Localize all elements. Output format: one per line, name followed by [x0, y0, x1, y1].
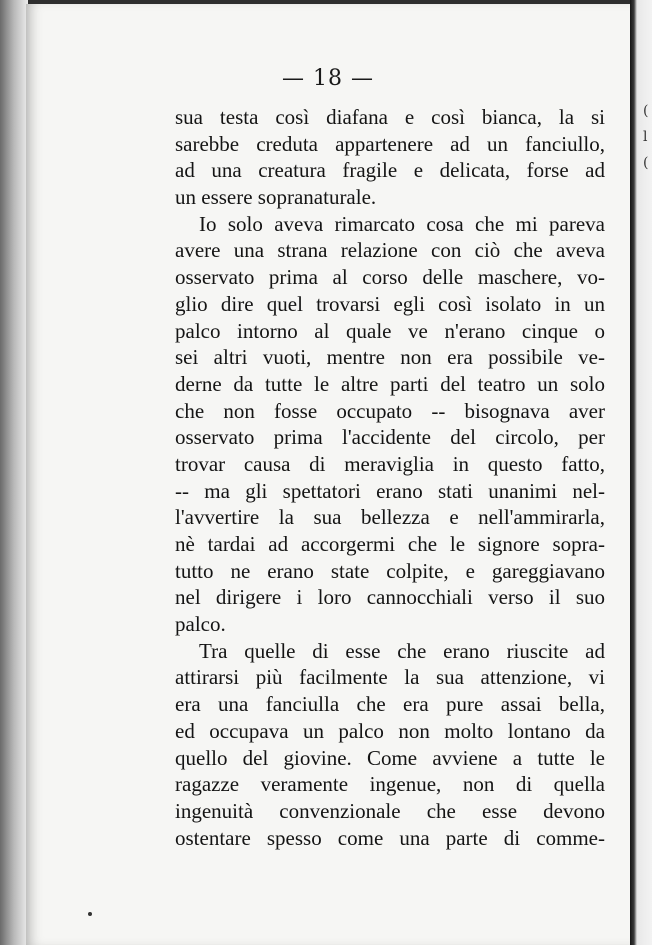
text-line: Io solo aveva rimarcato cosa che mi pareva [199, 211, 605, 236]
text-line: ostentare spesso come una parte di comme- [175, 825, 605, 850]
text-line: nè tardai ad accorgermi che le signore sopra- [175, 532, 605, 556]
text-line: sua testa così diafana e così bianca, la si [175, 105, 605, 129]
text-line: ragazze veramente ingenue, non di quella [175, 772, 605, 797]
text-line: ingenuità convenzionale che esse devono [175, 798, 605, 823]
book-spine-edge [0, 0, 28, 945]
page-number: — 18 — [282, 66, 374, 91]
text-line: palco intorno al quale ve n'erano cinque o [175, 318, 605, 343]
text-line: osservato prima al corso delle maschere, vo- [175, 265, 605, 290]
margin-bleed-char: ( [643, 103, 649, 119]
text-line: nel dirigere i loro cannocchiali verso il suo [175, 585, 605, 610]
text-line: -- ma gli spettatori erano stati unanimi nel- [175, 478, 605, 503]
text-line: che non fosse occupato -- bisognava aver [175, 398, 605, 423]
text-line: avere una strana relazione con ciò che aveva [175, 238, 605, 263]
text-line: un essere sopranaturale. [175, 185, 377, 210]
text-line: Tra quelle di esse che erano riuscite ad [199, 638, 605, 663]
text-line: sarebbe creduta appartenere ad un fanciullo, [175, 131, 605, 156]
ink-speck [88, 912, 92, 916]
text-line: ed occupava un palco non molto lontano da [175, 718, 605, 743]
facing-page-edge [630, 0, 652, 945]
text-line: derne da tutte le altre parti del teatro un solo [175, 371, 605, 396]
text-line: osservato prima l'accidente del circolo, per [175, 425, 605, 450]
text-line: glio dire quel trovarsi egli così isolato in un [175, 291, 605, 316]
text-line: tutto ne erano state colpite, e gareggiavano [175, 558, 605, 583]
text-line: palco. [175, 612, 226, 637]
text-line: ad una creatura fragile e delicata, forse ad [175, 158, 605, 183]
text-line: l'avvertire la sua bellezza e nell'ammirarla, [175, 505, 605, 530]
margin-bleed-char: l [643, 129, 648, 145]
text-line: quello del giovine. Come avviene a tutte le [175, 745, 605, 770]
body-text [175, 104, 605, 851]
text-line: era una fanciulla che era pure assai bella, [175, 692, 605, 717]
text-line: attirarsi più facilmente la sua attenzione, vi [175, 665, 605, 690]
text-line: trovar causa di meraviglia in questo fatto, [175, 451, 605, 476]
margin-bleed-char: ( [643, 155, 649, 171]
text-line: sei altri vuoti, mentre non era possibile ve- [175, 345, 605, 370]
